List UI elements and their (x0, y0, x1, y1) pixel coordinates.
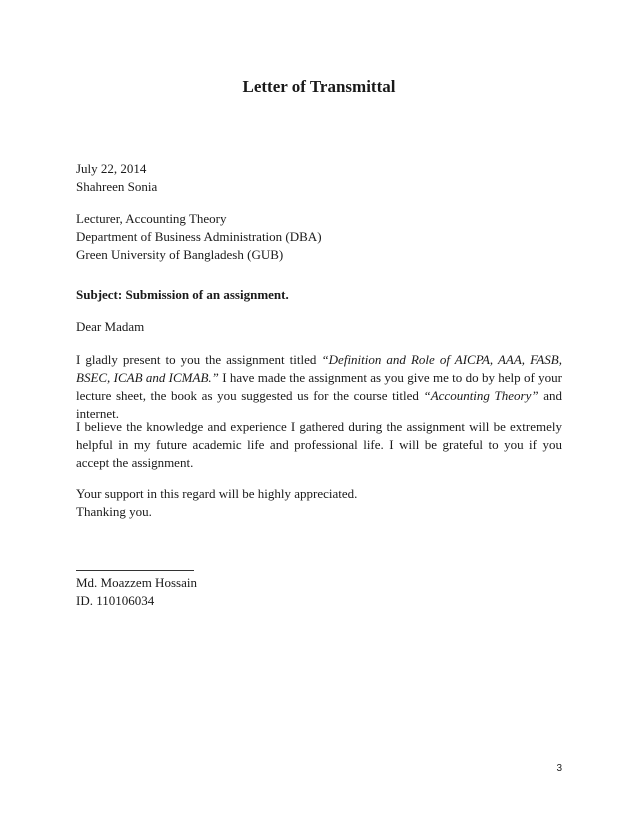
signer-name: Md. Moazzem Hossain (76, 575, 197, 590)
paragraph1-text-b: I have made the assignment as you give me to do by help of your lecture sheet, the book as you suggested us for the course titled (76, 370, 562, 403)
letter-date: July 22, 2014 (76, 161, 147, 176)
date-sender-block (76, 160, 562, 196)
closing-thanks: Thanking you. (76, 504, 152, 519)
closing-block (76, 485, 562, 521)
signature-block (76, 574, 562, 610)
letter-title: Letter of Transmittal (242, 77, 396, 96)
recipient-position: Lecturer, Accounting Theory (76, 211, 227, 226)
assignment-title: “Definition and Role of AICPA, AAA, FASB, BSEC, ICAB and ICMAB.” (76, 352, 562, 385)
paragraph-knowledge: I believe the knowledge and experience I gathered during the assignment will be extremely helpful in my future academic life and professional life. I will be grateful to you if you accept the assignment. (76, 419, 562, 470)
course-title: “Accounting Theory” (423, 388, 539, 403)
salutation: Dear Madam (76, 319, 145, 334)
page-number: 3 (556, 763, 562, 774)
closing-appreciation: Your support in this regard will be highly appreciated. (76, 486, 358, 501)
signature-line (76, 570, 194, 571)
paragraph-assignment-intro (76, 351, 562, 423)
recipient-department: Department of Business Administration (DBA) (76, 229, 322, 244)
recipient-university: Green University of Bangladesh (GUB) (76, 247, 284, 262)
paragraph1-text-a: I gladly present to you the assignment titled (76, 352, 322, 367)
subject-line: Subject: Submission of an assignment. (76, 287, 289, 302)
recipient-name: Shahreen Sonia (76, 179, 158, 194)
signer-id: ID. 110106034 (76, 593, 155, 608)
recipient-address (76, 210, 562, 264)
paragraph1-text-c: and internet. (76, 388, 562, 421)
